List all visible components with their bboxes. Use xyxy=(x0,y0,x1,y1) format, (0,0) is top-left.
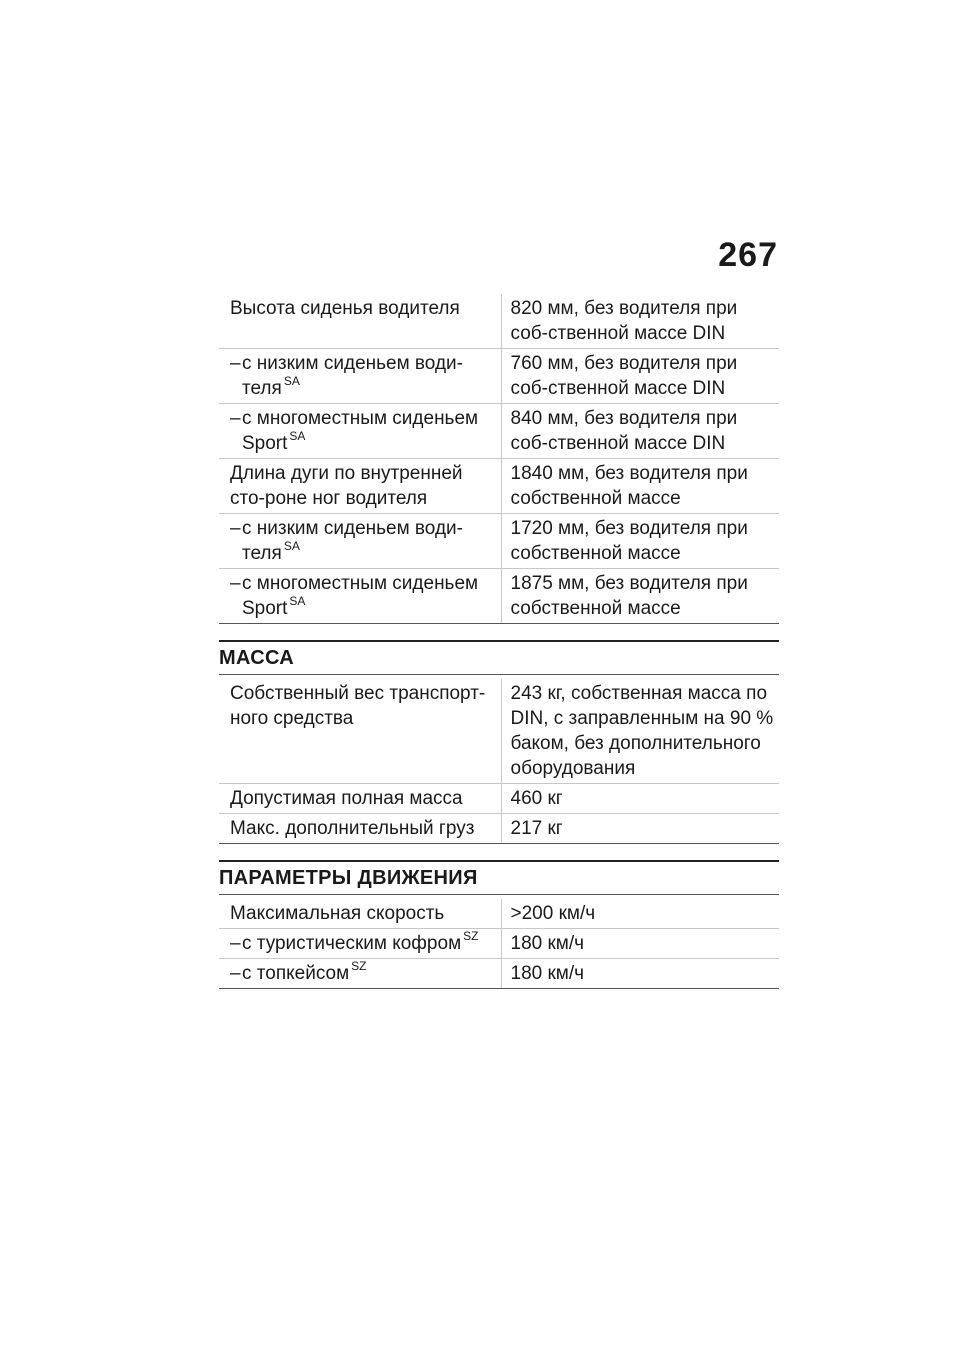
param-text: с низким сиденьем води-теля xyxy=(242,353,463,399)
param-text: с туристическим кофром xyxy=(242,933,462,954)
table-row xyxy=(219,814,779,844)
value-text: 217 кг xyxy=(510,818,563,839)
value-text: 460 кг xyxy=(510,788,563,809)
value-text: 760 мм, без водителя при соб-ственной массе DIN xyxy=(510,353,738,399)
page-number: 267 xyxy=(718,236,778,274)
table-row xyxy=(219,784,779,814)
table-row xyxy=(219,569,779,624)
table-row xyxy=(219,349,779,404)
mass-table xyxy=(219,679,779,844)
option-mark: SA xyxy=(289,593,306,608)
dash-bullet: – xyxy=(230,963,241,984)
table-row xyxy=(219,929,779,959)
param-cell xyxy=(219,899,501,929)
param-cell xyxy=(219,784,501,814)
value-cell xyxy=(501,569,779,624)
option-mark: SA xyxy=(289,428,306,443)
dash-bullet: – xyxy=(230,408,241,429)
page-content xyxy=(219,294,779,989)
table-row xyxy=(219,959,779,989)
param-text: Собственный вес транспорт-ного средства xyxy=(230,683,486,729)
option-mark: SA xyxy=(283,373,300,388)
value-cell xyxy=(501,814,779,844)
param-text: Макс. дополнительный груз xyxy=(230,818,475,839)
mass-section xyxy=(219,640,779,844)
param-cell xyxy=(219,349,501,404)
driving-table xyxy=(219,899,779,989)
value-cell xyxy=(501,959,779,989)
param-cell xyxy=(219,294,501,349)
param-text: Максимальная скорость xyxy=(230,903,445,924)
table-row xyxy=(219,899,779,929)
param-cell xyxy=(219,569,501,624)
param-cell xyxy=(219,459,501,514)
value-text: 840 мм, без водителя при соб-ственной массе DIN xyxy=(510,408,738,454)
param-text: Высота сиденья водителя xyxy=(230,298,460,319)
section-title: МАССА xyxy=(219,644,779,675)
dash-bullet: – xyxy=(230,933,241,954)
option-mark: SZ xyxy=(351,958,367,973)
value-cell xyxy=(501,899,779,929)
value-text: 1720 мм, без водителя при собственной массе xyxy=(510,518,748,564)
param-text: с многоместным сиденьем Sport xyxy=(242,408,479,454)
param-cell xyxy=(219,959,501,989)
value-cell xyxy=(501,404,779,459)
value-text: >200 км/ч xyxy=(510,903,596,924)
dash-bullet: – xyxy=(230,518,241,539)
dash-bullet: – xyxy=(230,573,241,594)
value-cell xyxy=(501,784,779,814)
param-text: с низким сиденьем води-теля xyxy=(242,518,463,564)
table-row xyxy=(219,459,779,514)
param-cell xyxy=(219,814,501,844)
option-mark: SA xyxy=(283,538,300,553)
value-text: 180 км/ч xyxy=(510,963,585,984)
param-cell xyxy=(219,929,501,959)
param-cell xyxy=(219,514,501,569)
value-cell xyxy=(501,459,779,514)
table-row xyxy=(219,514,779,569)
option-mark: SZ xyxy=(463,928,479,943)
value-text: 820 мм, без водителя при соб-ственной массе DIN xyxy=(510,298,738,344)
value-cell xyxy=(501,929,779,959)
param-text: Допустимая полная масса xyxy=(230,788,463,809)
section-title: ПАРАМЕТРЫ ДВИЖЕНИЯ xyxy=(219,864,779,895)
table-row xyxy=(219,404,779,459)
value-cell xyxy=(501,679,779,784)
value-cell xyxy=(501,294,779,349)
value-cell xyxy=(501,514,779,569)
table-row xyxy=(219,294,779,349)
value-text: 1875 мм, без водителя при собственной массе xyxy=(510,573,748,619)
table-row xyxy=(219,679,779,784)
param-text: Длина дуги по внутренней сто-роне ног водителя xyxy=(230,463,463,509)
driving-section xyxy=(219,860,779,989)
param-text: с топкейсом xyxy=(242,963,350,984)
value-text: 1840 мм, без водителя при собственной массе xyxy=(510,463,748,509)
param-cell xyxy=(219,404,501,459)
value-text: 180 км/ч xyxy=(510,933,585,954)
value-text: 243 кг, собственная масса по DIN, с заправленным на 90 % баком, без дополнительного оборудования xyxy=(510,683,774,779)
param-text: с многоместным сиденьем Sport xyxy=(242,573,479,619)
value-cell xyxy=(501,349,779,404)
seat-dimensions-table xyxy=(219,294,779,624)
dash-bullet: – xyxy=(230,353,241,374)
param-cell xyxy=(219,679,501,784)
